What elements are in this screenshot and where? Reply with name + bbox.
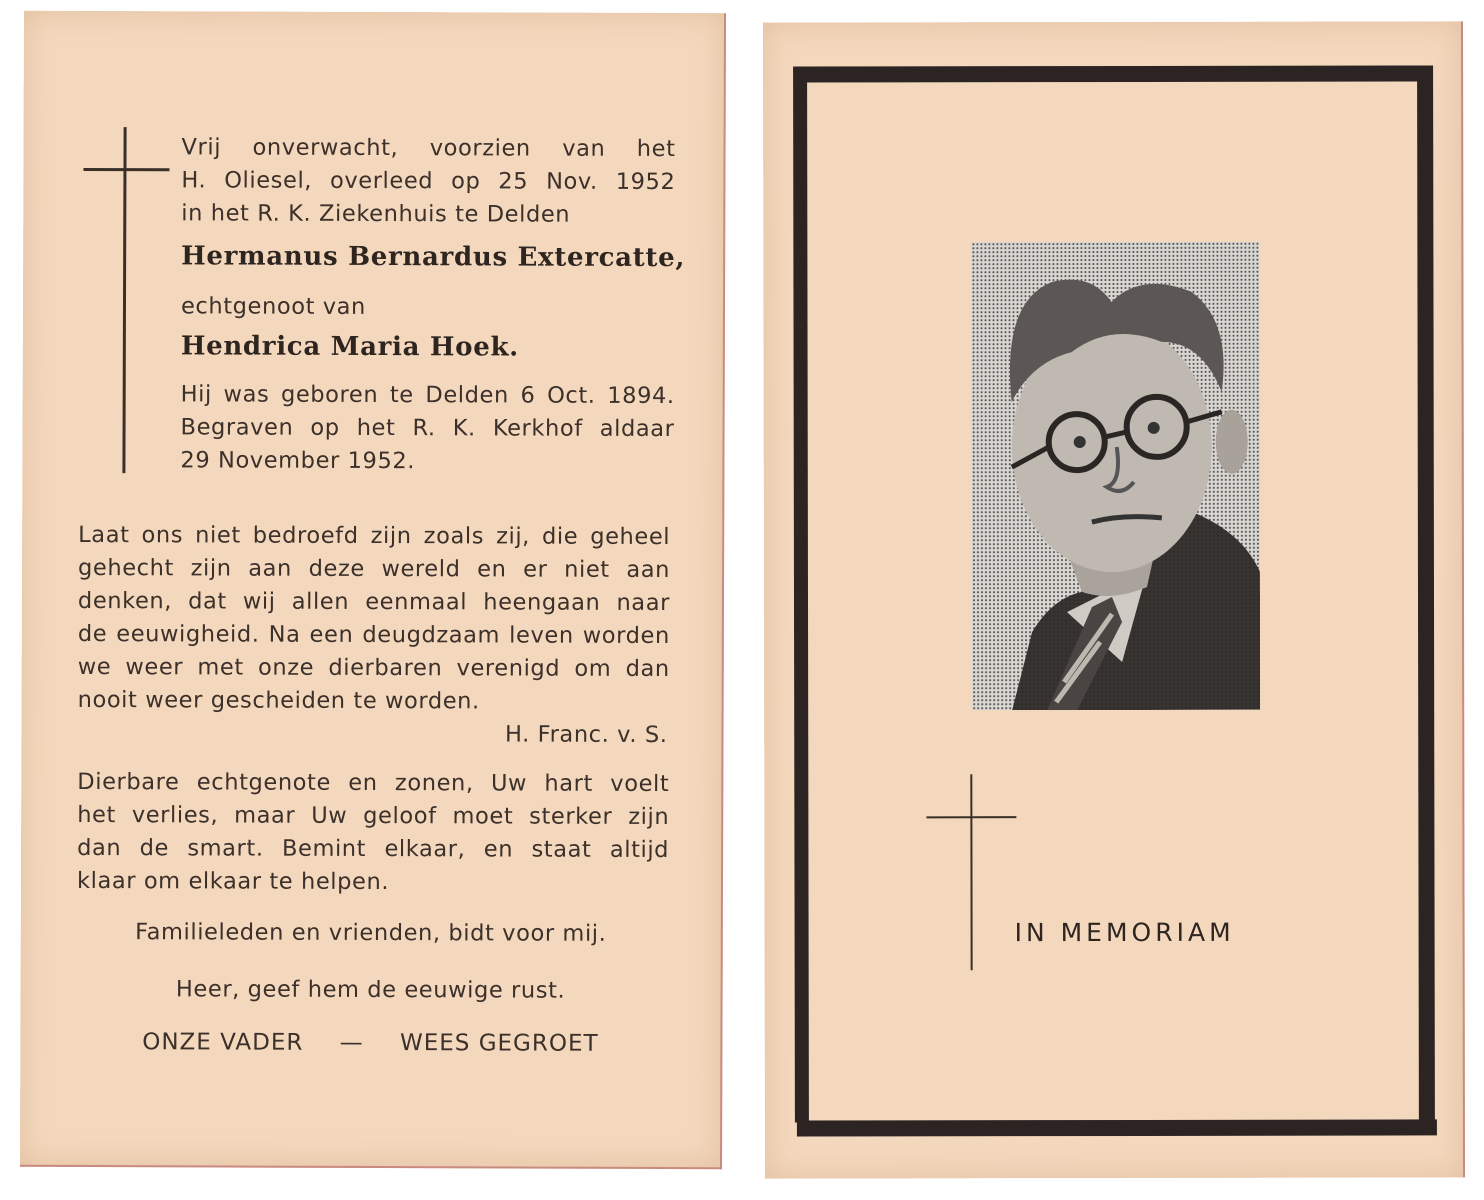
quote-line-2: gehecht zijn aan deze wereld en er niet aan (78, 554, 671, 584)
cross-icon (970, 774, 972, 970)
in-memoriam-title: IN MEMORIAM (1014, 917, 1235, 948)
dear-ones-line-1: Dierbare echtgenote en zonen, Uw hart voelt (77, 768, 670, 798)
burial-line-3: 29 November 1952. (180, 447, 416, 475)
cross-icon-bar (83, 168, 169, 171)
quote-line-6: nooit weer gescheiden te worden. (77, 686, 480, 715)
mourning-frame-right (1417, 81, 1435, 1121)
prayer-card-text-side (20, 11, 726, 1169)
cross-icon-bar (926, 816, 1016, 818)
quote-line-3: denken, dat wij allen eenmaal heengaan naar (77, 587, 671, 617)
spouse-name: Hendrica Maria Hoek. (180, 331, 520, 363)
dear-ones-line-3: dan de smart. Bemint elkaar, en staat altijd (77, 834, 670, 864)
intro-line-3: in het R. K. Ziekenhuis te Delden (181, 200, 571, 228)
quote-line-4: de eeuwigheid. Na een deugdzaam leven worden (77, 620, 670, 650)
eternal-rest-line: Heer, geef hem de eeuwige rust. (175, 976, 566, 1004)
prayers-line (60, 1029, 680, 1057)
dear-ones-line-2: het verlies, maar Uw geloof moet sterker zijn (77, 801, 670, 831)
family-line: Familieleden en vrienden, bidt voor mij. (135, 919, 607, 947)
quote-line-1: Laat ons niet bedroefd zijn zoals zij, die geheel (78, 521, 671, 551)
prayer-card-portrait-side (763, 21, 1465, 1178)
dear-ones-line-4: klaar om elkaar te helpen. (76, 867, 390, 896)
portrait-photo (971, 242, 1260, 711)
birth-line-1: Hij was geboren te Delden 6 Oct. 1894. (180, 381, 675, 410)
mourning-frame-bottom (797, 1119, 1437, 1136)
quote-line-5: we weer met onze dierbaren verenigd om dan (77, 653, 670, 683)
mourning-frame-left (793, 83, 809, 1123)
cross-icon (122, 127, 126, 473)
quote-attribution: H. Franc. v. S. (505, 721, 668, 749)
intro-line-1: Vrij onverwacht, voorzien van het (181, 134, 676, 163)
mourning-frame-top (793, 65, 1433, 82)
prayer-wees-gegroet: WEES GEGROET (399, 1030, 599, 1057)
prayer-onze-vader: ONZE VADER (142, 1029, 304, 1056)
deceased-name: Hermanus Bernardus Extercatte, (181, 241, 686, 274)
portrait-illustration (971, 242, 1260, 711)
prayer-separator: — (339, 1029, 364, 1056)
intro-line-2: H. Oliesel, overleed op 25 Nov. 1952 (181, 167, 676, 196)
burial-line-2: Begraven op het R. K. Kerkhof aldaar (180, 414, 675, 443)
spouse-label: echtgenoot van (180, 293, 366, 320)
